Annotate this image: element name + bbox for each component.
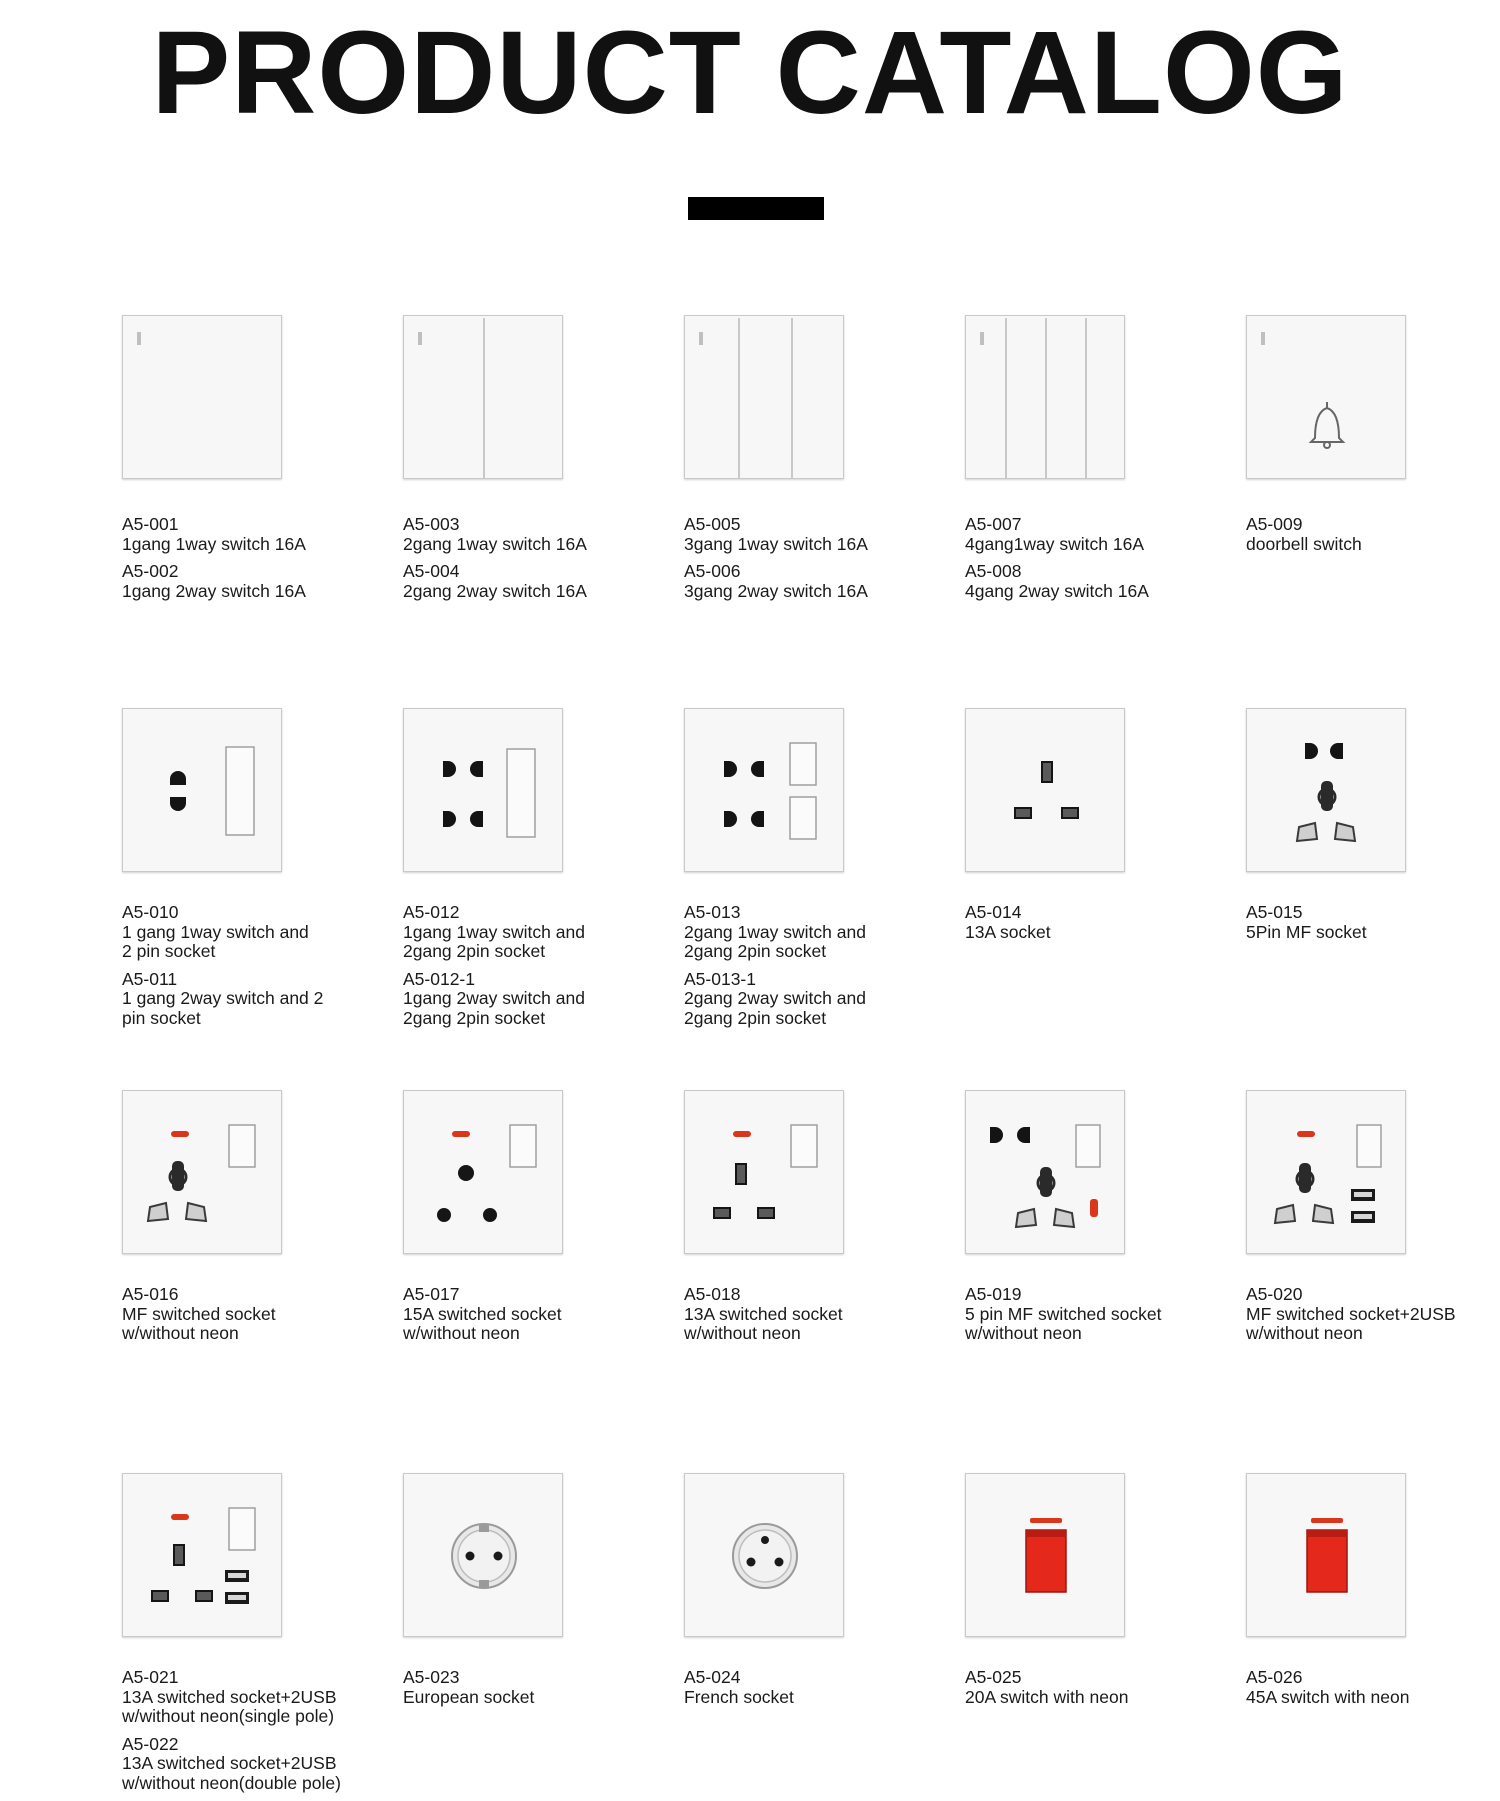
product-code: A5-018 — [684, 1284, 741, 1304]
product-code: A5-022 — [122, 1733, 179, 1754]
product-caption — [684, 1668, 894, 1715]
product-description: 5 pin MF switched socket — [965, 1303, 1162, 1324]
product-caption — [403, 515, 613, 609]
product-code: A5-009 — [1246, 514, 1303, 534]
product-description: French socket — [684, 1686, 794, 1707]
product-code: A5-021 — [122, 1667, 179, 1687]
product-panel-a5-021 — [122, 1473, 282, 1637]
product-code: A5-013 — [684, 902, 741, 922]
product-entry — [684, 515, 894, 554]
5pin-mf-socket-icon — [1247, 709, 1407, 873]
product-description: w/without neon — [403, 1323, 520, 1343]
product-caption — [965, 515, 1175, 609]
product-entry — [403, 515, 613, 554]
product-panel-a5-019 — [965, 1090, 1125, 1254]
product-entry — [684, 970, 894, 1029]
product-code: A5-017 — [403, 1284, 460, 1304]
product-panel-a5-015 — [1246, 708, 1406, 872]
product-code: A5-002 — [122, 561, 179, 581]
product-description: 1 gang 2way switch and 2 — [122, 988, 324, 1008]
product-code: A5-003 — [403, 514, 460, 534]
product-caption — [965, 1285, 1175, 1352]
product-description: 5Pin MF socket — [1246, 921, 1367, 942]
product-entry — [1246, 515, 1486, 554]
product-entry — [122, 1285, 332, 1344]
product-code: A5-008 — [965, 561, 1022, 581]
product-description: 1gang 2way switch 16A — [122, 580, 306, 601]
13a-switched-socket-usb-icon — [123, 1474, 283, 1638]
product-description: MF switched socket+2USB — [1246, 1303, 1456, 1324]
product-description: 2gang 2pin socket — [684, 1007, 827, 1028]
product-entry — [1246, 1285, 1486, 1344]
product-description: 1gang 1way switch 16A — [122, 533, 306, 554]
product-entry — [122, 1733, 341, 1794]
title-underline-bar — [688, 197, 824, 220]
product-code: A5-024 — [684, 1667, 741, 1687]
product-code: A5-006 — [684, 561, 741, 581]
product-description: 13A switched socket+2USB — [122, 1686, 337, 1707]
product-entry — [122, 562, 332, 601]
product-entry — [965, 903, 1175, 942]
product-entry — [403, 970, 613, 1029]
20a-switch-icon — [966, 1474, 1126, 1638]
product-code: A5-016 — [122, 1284, 179, 1304]
product-description: 2gang 1way switch 16A — [403, 533, 587, 554]
product-code: A5-013-1 — [684, 968, 756, 989]
product-caption — [684, 515, 894, 609]
product-caption — [684, 1285, 894, 1352]
french-socket-icon — [685, 1474, 845, 1638]
product-code: A5-026 — [1246, 1667, 1303, 1687]
product-description: 13A switched socket — [684, 1303, 843, 1324]
product-code: A5-020 — [1246, 1284, 1303, 1304]
product-caption — [403, 903, 613, 1036]
product-entry — [403, 562, 613, 601]
switch-2gang-2pin-socket-icon — [404, 709, 564, 873]
switch-2pin-socket-icon — [123, 709, 283, 873]
switch-2gang-icon — [404, 316, 564, 480]
product-panel-a5-020 — [1246, 1090, 1406, 1254]
product-entry — [1246, 1668, 1486, 1707]
product-caption — [965, 1668, 1175, 1715]
product-description: 3gang 1way switch 16A — [684, 533, 868, 554]
product-caption — [122, 515, 332, 609]
product-panel-a5-025 — [965, 1473, 1125, 1637]
product-panel-a5-017 — [403, 1090, 563, 1254]
product-description: 1gang 2way switch and — [403, 988, 585, 1008]
product-entry — [122, 515, 332, 554]
switch-1gang-icon — [123, 316, 283, 480]
product-entry — [965, 515, 1175, 554]
product-panel-a5-013 — [684, 708, 844, 872]
product-code: A5-010 — [122, 902, 179, 922]
product-description: pin socket — [122, 1007, 201, 1028]
product-description: 2 pin socket — [122, 941, 216, 961]
product-panel-a5-001 — [122, 315, 282, 479]
product-entry — [684, 903, 894, 962]
5pin-mf-switched-socket-icon — [966, 1091, 1126, 1255]
product-entry — [1246, 903, 1486, 942]
switch-3gang-icon — [685, 316, 845, 480]
13a-socket-icon — [966, 709, 1126, 873]
product-description: w/without neon(double pole) — [122, 1772, 341, 1793]
product-description: MF switched socket — [122, 1303, 276, 1324]
product-entry — [122, 903, 332, 962]
product-panel-a5-005 — [684, 315, 844, 479]
product-description: 13A switched socket+2USB — [122, 1753, 337, 1773]
product-entry — [965, 1285, 1175, 1344]
product-entry — [403, 1668, 613, 1707]
product-caption — [403, 1285, 613, 1352]
product-caption — [1246, 903, 1486, 950]
european-socket-icon — [404, 1474, 564, 1638]
2gang-switch-2gang-2pin-socket-icon — [685, 709, 845, 873]
product-entry — [965, 562, 1175, 601]
product-caption — [403, 1668, 613, 1715]
product-description: w/without neon — [122, 1323, 239, 1343]
product-code: A5-011 — [122, 968, 178, 989]
product-panel-a5-018 — [684, 1090, 844, 1254]
product-code: A5-007 — [965, 514, 1022, 534]
13a-switched-socket-icon — [685, 1091, 845, 1255]
product-code: A5-025 — [965, 1667, 1022, 1687]
product-code: A5-023 — [403, 1667, 460, 1687]
product-panel-a5-007 — [965, 315, 1125, 479]
product-panel-a5-016 — [122, 1090, 282, 1254]
product-code: A5-019 — [965, 1284, 1022, 1304]
product-panel-a5-014 — [965, 708, 1125, 872]
product-description: 2gang 2pin socket — [403, 1007, 546, 1028]
product-description: w/without neon — [965, 1323, 1082, 1343]
product-caption — [122, 1667, 341, 1801]
product-code: A5-015 — [1246, 902, 1303, 922]
product-description: 2gang 1way switch and — [684, 921, 866, 942]
product-code: A5-012 — [403, 902, 460, 922]
product-panel-a5-012 — [403, 708, 563, 872]
product-description: w/without neon — [684, 1323, 801, 1343]
product-entry — [122, 1667, 337, 1727]
product-code: A5-004 — [403, 561, 460, 581]
doorbell-icon — [1247, 316, 1407, 480]
product-caption — [122, 1285, 332, 1352]
switch-4gang-icon — [966, 316, 1126, 480]
45a-switch-icon — [1247, 1474, 1407, 1638]
product-code: A5-005 — [684, 514, 741, 534]
product-description: 2gang 2pin socket — [684, 941, 827, 961]
product-description: 2gang 2way switch 16A — [403, 580, 587, 601]
mf-switched-socket-icon — [123, 1091, 283, 1255]
product-caption — [1246, 1285, 1486, 1352]
product-description: 15A switched socket — [403, 1303, 562, 1324]
product-entry — [403, 903, 613, 962]
product-entry — [684, 1285, 894, 1344]
product-description: 13A socket — [965, 921, 1051, 942]
product-description: 1 gang 1way switch and — [122, 921, 309, 942]
page-title: PRODUCT CATALOG — [151, 7, 1349, 139]
product-description: 1gang 1way switch and — [403, 921, 585, 942]
product-panel-a5-010 — [122, 708, 282, 872]
product-entry — [403, 1285, 613, 1344]
product-description: w/without neon — [1246, 1323, 1363, 1343]
product-entry — [684, 562, 894, 601]
product-caption — [965, 903, 1175, 950]
product-panel-a5-003 — [403, 315, 563, 479]
product-description: European socket — [403, 1686, 535, 1707]
product-entry — [684, 1668, 894, 1707]
product-description: 2gang 2pin socket — [403, 941, 546, 961]
product-panel-a5-009 — [1246, 315, 1406, 479]
product-caption — [1246, 1668, 1486, 1715]
product-caption — [1246, 515, 1486, 562]
product-panel-a5-026 — [1246, 1473, 1406, 1637]
product-caption — [684, 903, 894, 1036]
product-description: 2gang 2way switch and — [684, 988, 866, 1008]
product-entry — [122, 970, 332, 1029]
product-description: doorbell switch — [1246, 533, 1362, 554]
product-entry — [965, 1668, 1175, 1707]
product-panel-a5-023 — [403, 1473, 563, 1637]
product-code: A5-012-1 — [403, 968, 475, 989]
product-description: 4gang1way switch 16A — [965, 533, 1144, 554]
product-description: 20A switch with neon — [965, 1686, 1129, 1707]
product-description: 45A switch with neon — [1246, 1686, 1410, 1707]
product-panel-a5-024 — [684, 1473, 844, 1637]
product-code: A5-014 — [965, 902, 1022, 922]
product-description: w/without neon(single pole) — [122, 1706, 335, 1726]
mf-switched-socket-usb-icon — [1247, 1091, 1407, 1255]
product-description: 4gang 2way switch 16A — [965, 580, 1149, 601]
product-description: 3gang 2way switch 16A — [684, 580, 868, 601]
product-caption — [122, 903, 332, 1036]
product-code: A5-001 — [122, 514, 179, 534]
15a-switched-socket-icon — [404, 1091, 564, 1255]
